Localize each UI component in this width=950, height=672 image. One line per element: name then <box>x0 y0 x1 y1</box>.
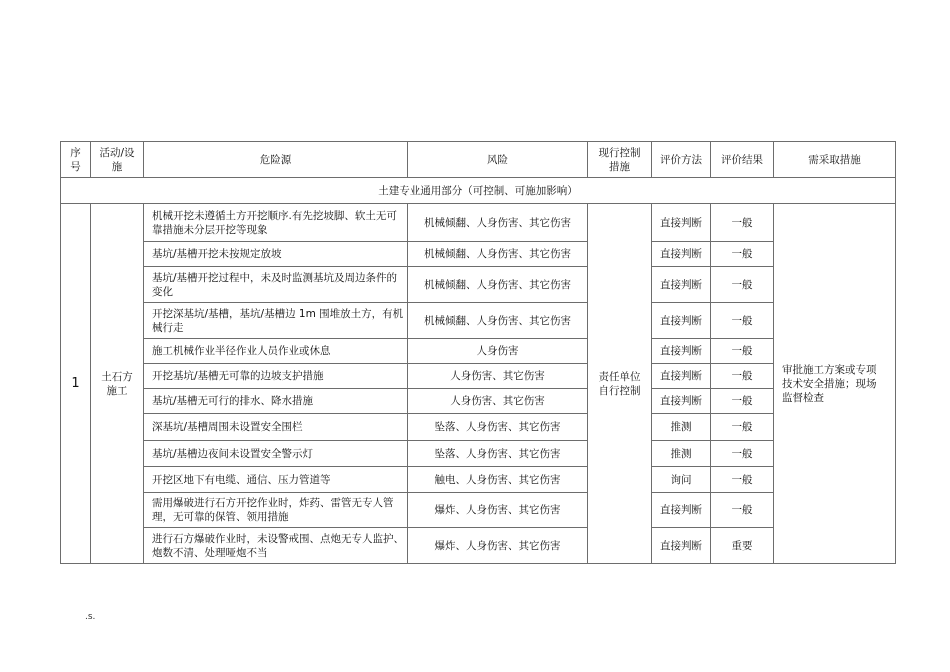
hazard-cell: 基坑/基槽开挖未按规定放坡 <box>144 242 408 267</box>
method-cell: 询问 <box>652 467 711 493</box>
hazard-cell: 机械开挖未遵循土方开挖顺序.有先挖坡脚、软土无可靠措施未分层开挖等现象 <box>144 204 408 242</box>
group-control-label: 责任单位 自行控制 <box>598 370 641 397</box>
result-cell: 一般 <box>711 242 774 267</box>
result-cell: 一般 <box>711 467 774 493</box>
header-hazard-label: 危险源 <box>259 153 292 166</box>
header-measures-label: 需采取措施 <box>808 153 861 166</box>
header-method <box>652 142 711 178</box>
group-seq: 1 <box>61 204 91 564</box>
header-activity-label: 活动/设 施 <box>99 146 135 173</box>
header-seq <box>61 142 91 178</box>
table-row <box>61 441 896 467</box>
table-row <box>61 204 896 242</box>
result-cell: 一般 <box>711 339 774 364</box>
risk-cell: 坠落、人身伤害、其它伤害 <box>408 441 588 467</box>
result-cell: 一般 <box>711 493 774 528</box>
header-result-label: 评价结果 <box>721 153 763 166</box>
table-row <box>61 267 896 303</box>
risk-cell: 触电、人身伤害、其它伤害 <box>408 467 588 493</box>
method-cell: 直接判断 <box>652 364 711 389</box>
result-cell: 重要 <box>711 528 774 564</box>
footnote: .s. <box>85 612 96 622</box>
group-measures <box>774 204 896 564</box>
header-row <box>61 142 896 178</box>
result-cell: 一般 <box>711 204 774 242</box>
result-cell: 一般 <box>711 303 774 339</box>
header-risk-label: 风险 <box>487 153 508 166</box>
risk-cell: 机械倾翻、人身伤害、其它伤害 <box>408 267 588 303</box>
table-row <box>61 467 896 493</box>
header-seq-label: 序 号 <box>70 146 81 173</box>
result-cell: 一般 <box>711 441 774 467</box>
method-cell: 推测 <box>652 414 711 441</box>
header-method-label: 评价方法 <box>660 153 702 166</box>
header-hazard <box>144 142 408 178</box>
risk-cell: 人身伤害、其它伤害 <box>408 389 588 414</box>
hazard-cell: 基坑/基槽边夜间未设置安全警示灯 <box>144 441 408 467</box>
result-cell: 一般 <box>711 414 774 441</box>
risk-cell: 坠落、人身伤害、其它伤害 <box>408 414 588 441</box>
method-cell: 直接判断 <box>652 267 711 303</box>
method-cell: 直接判断 <box>652 528 711 564</box>
table-row <box>61 414 896 441</box>
method-cell: 直接判断 <box>652 204 711 242</box>
result-cell: 一般 <box>711 267 774 303</box>
method-cell: 推测 <box>652 441 711 467</box>
hazard-cell: 需用爆破进行石方开挖作业时，炸药、雷管无专人管理，无可靠的保管、领用措施 <box>144 493 408 528</box>
risk-cell: 爆炸、人身伤害、其它伤害 <box>408 528 588 564</box>
method-cell: 直接判断 <box>652 339 711 364</box>
hazard-cell: 深基坑/基槽周围未设置安全围栏 <box>144 414 408 441</box>
risk-cell: 机械倾翻、人身伤害、其它伤害 <box>408 303 588 339</box>
risk-cell: 爆炸、人身伤害、其它伤害 <box>408 493 588 528</box>
method-cell: 直接判断 <box>652 242 711 267</box>
table-row <box>61 493 896 528</box>
result-cell: 一般 <box>711 389 774 414</box>
table-row <box>61 339 896 364</box>
table-row <box>61 389 896 414</box>
risk-cell: 机械倾翻、人身伤害、其它伤害 <box>408 204 588 242</box>
header-control-label: 现行控制 措施 <box>598 146 641 173</box>
table-row <box>61 303 896 339</box>
hazard-cell: 基坑/基槽开挖过程中，未及时监测基坑及周边条件的变化 <box>144 267 408 303</box>
hazard-cell: 开挖基坑/基槽无可靠的边坡支护措施 <box>144 364 408 389</box>
table-row <box>61 242 896 267</box>
hazard-cell: 进行石方爆破作业时，未设警戒围、点炮无专人监护、炮数不清、处理哑炮不当 <box>144 528 408 564</box>
header-measures <box>774 142 896 178</box>
hazard-cell: 开挖区地下有电缆、通信、压力管道等 <box>144 467 408 493</box>
group-activity <box>91 204 144 564</box>
method-cell: 直接判断 <box>652 493 711 528</box>
hazard-cell: 开挖深基坑/基槽，基坑/基槽边 1m 围堆放土方，有机械行走 <box>144 303 408 339</box>
table-row <box>61 528 896 564</box>
result-cell: 一般 <box>711 364 774 389</box>
section-title: 土建专业通用部分（可控制、可施加影响） <box>61 178 896 204</box>
group-measures-label: 审批施工方案或专项 技术安全措施；现场 监督检查 <box>782 363 877 404</box>
header-activity <box>91 142 144 178</box>
group-control <box>588 204 652 564</box>
method-cell: 直接判断 <box>652 303 711 339</box>
hazard-cell: 基坑/基槽无可行的排水、降水措施 <box>144 389 408 414</box>
method-cell: 直接判断 <box>652 389 711 414</box>
hazard-cell: 施工机械作业半径作业人员作业或休息 <box>144 339 408 364</box>
group-activity-label: 土石方 施工 <box>101 370 133 397</box>
table-row <box>61 364 896 389</box>
header-risk <box>408 142 588 178</box>
risk-cell: 人身伤害、其它伤害 <box>408 364 588 389</box>
header-result <box>711 142 774 178</box>
header-control <box>588 142 652 178</box>
risk-cell: 人身伤害 <box>408 339 588 364</box>
risk-cell: 机械倾翻、人身伤害、其它伤害 <box>408 242 588 267</box>
section-row <box>61 178 896 204</box>
risk-assessment-table <box>60 141 896 564</box>
